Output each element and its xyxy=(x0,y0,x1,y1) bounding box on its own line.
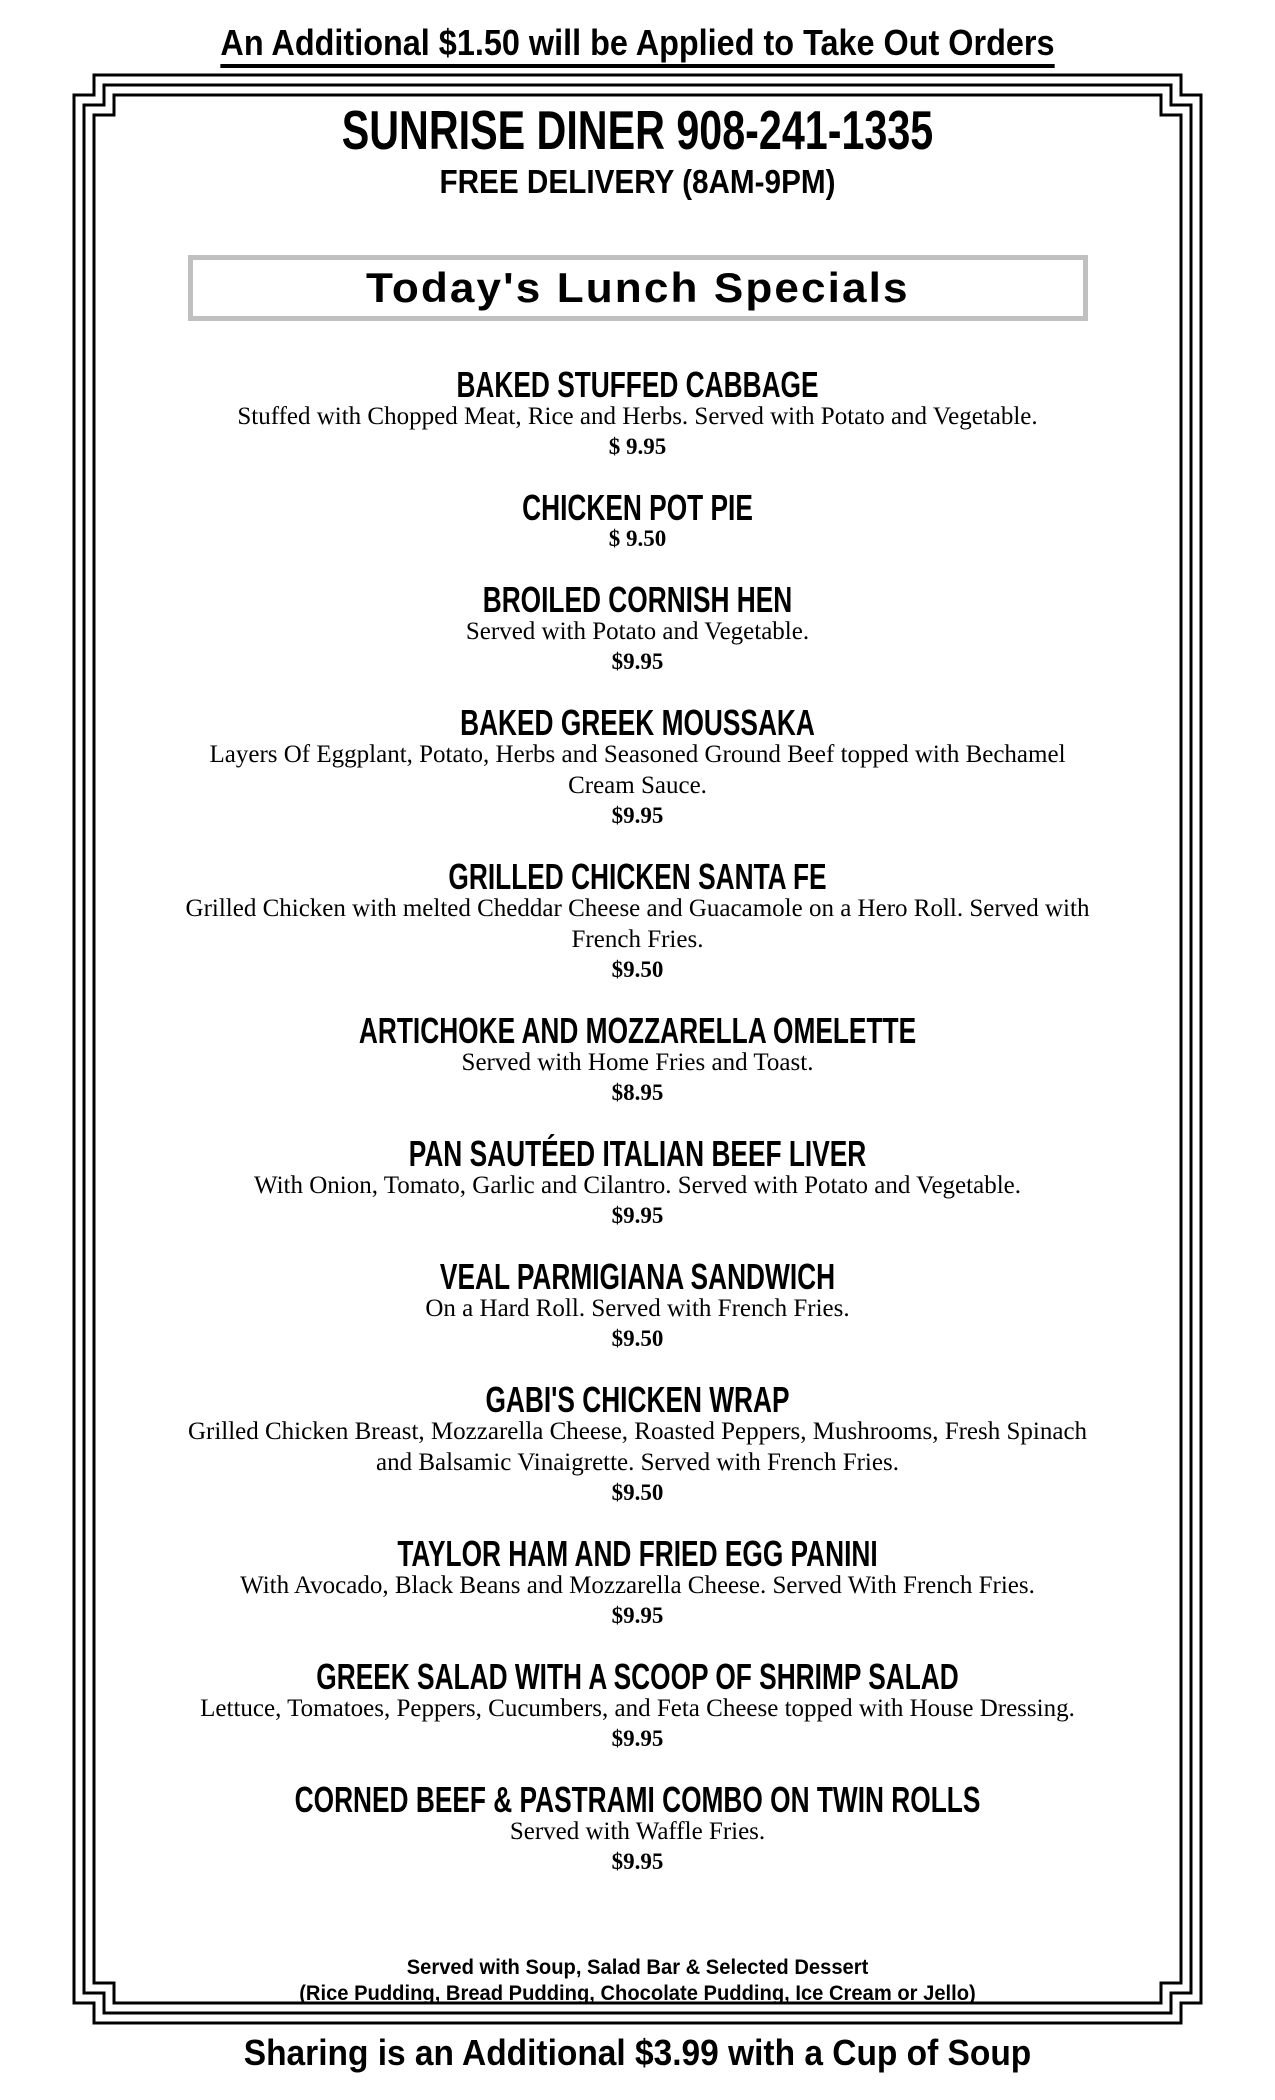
delivery-note: FREE DELIVERY (8AM-9PM) xyxy=(439,163,836,200)
menu-item xyxy=(100,487,1175,554)
item-description: Layers Of Eggplant, Potato, Herbs and Seasoned Ground Beef topped with Bechamel Cream Sauce. xyxy=(209,741,1066,799)
item-name: BROILED CORNISH HEN xyxy=(482,579,793,620)
item-description: Served with Home Fries and Toast. xyxy=(461,1049,814,1076)
item-name: GABI'S CHICKEN WRAP xyxy=(485,1379,790,1420)
menu-page xyxy=(100,75,1175,2007)
menu-footer xyxy=(100,1955,1175,2007)
item-name: GREEK SALAD WITH A SCOOP OF SHRIMP SALAD xyxy=(316,1656,959,1697)
item-price: $ 9.95 xyxy=(608,434,667,459)
item-price: $9.95 xyxy=(611,649,664,674)
menu-item xyxy=(100,579,1175,677)
menu-item xyxy=(100,1779,1175,1877)
item-price: $9.50 xyxy=(611,957,664,982)
item-name: PAN SAUTÉED ITALIAN BEEF LIVER xyxy=(408,1133,867,1174)
item-description: Grilled Chicken Breast, Mozzarella Cheese, Roasted Peppers, Mushrooms, Fresh Spinach and Balsamic Vinaigrette. Served with French Fries. xyxy=(187,1418,1088,1476)
item-name: VEAL PARMIGIANA SANDWICH xyxy=(439,1256,836,1297)
item-price: $9.95 xyxy=(611,1603,664,1628)
item-price: $9.50 xyxy=(611,1326,664,1351)
item-name: CHICKEN POT PIE xyxy=(522,487,753,528)
diner-title: SUNRISE DINER 908-241-1335 xyxy=(341,99,934,161)
item-description: Lettuce, Tomatoes, Peppers, Cucumbers, and Feta Cheese topped with House Dressing. xyxy=(200,1695,1075,1722)
item-name: CORNED BEEF & PASTRAMI COMBO ON TWIN ROLLS xyxy=(294,1779,981,1820)
item-name: GRILLED CHICKEN SANTA FE xyxy=(448,856,827,897)
take-out-notice-text: An Additional $1.50 will be Applied to Take Out Orders xyxy=(220,24,1054,68)
item-price: $9.95 xyxy=(611,1726,664,1751)
item-name: ARTICHOKE AND MOZZARELLA OMELETTE xyxy=(358,1010,917,1051)
item-price: $9.95 xyxy=(611,1203,664,1228)
menu-item xyxy=(100,1656,1175,1754)
menu-items xyxy=(100,364,1175,1877)
item-name: TAYLOR HAM AND FRIED EGG PANINI xyxy=(397,1533,878,1574)
sharing-notice: Sharing is an Additional $3.99 with a Cup of Soup xyxy=(243,2032,1032,2073)
menu-item xyxy=(100,702,1175,831)
item-description: With Onion, Tomato, Garlic and Cilantro. Served with Potato and Vegetable. xyxy=(253,1172,1021,1199)
item-description: Grilled Chicken with melted Cheddar Cheese and Guacamole on a Hero Roll. Served with French Fries. xyxy=(185,895,1090,953)
item-name: BAKED STUFFED CABBAGE xyxy=(456,364,819,405)
menu-item xyxy=(100,1533,1175,1631)
menu-item xyxy=(100,1379,1175,1508)
footer-included-note: Served with Soup, Salad Bar & Selected Dessert xyxy=(406,1956,869,1979)
item-description: On a Hard Roll. Served with French Fries. xyxy=(425,1295,850,1322)
item-description: Served with Potato and Vegetable. xyxy=(465,618,810,645)
item-price: $ 9.50 xyxy=(608,526,667,551)
menu-item xyxy=(100,856,1175,985)
menu-item xyxy=(100,364,1175,462)
menu-item xyxy=(100,1010,1175,1108)
item-description: Stuffed with Chopped Meat, Rice and Herbs. Served with Potato and Vegetable. xyxy=(237,403,1038,430)
item-price: $9.95 xyxy=(611,1849,664,1874)
specials-title: Today's Lunch Specials xyxy=(365,264,910,311)
item-price: $9.50 xyxy=(611,1480,664,1505)
menu-item xyxy=(100,1256,1175,1354)
item-price: $9.95 xyxy=(611,803,664,828)
item-name: BAKED GREEK MOUSSAKA xyxy=(460,702,815,743)
menu-item xyxy=(100,1133,1175,1231)
footer-dessert-options: (Rice Pudding, Bread Pudding, Chocolate Pudding, Ice Cream or Jello) xyxy=(299,1982,976,2005)
item-price: $8.95 xyxy=(611,1080,664,1105)
specials-title-box xyxy=(188,255,1088,321)
item-description: Served with Waffle Fries. xyxy=(509,1818,766,1845)
item-description: With Avocado, Black Beans and Mozzarella Cheese. Served With French Fries. xyxy=(240,1572,1035,1599)
